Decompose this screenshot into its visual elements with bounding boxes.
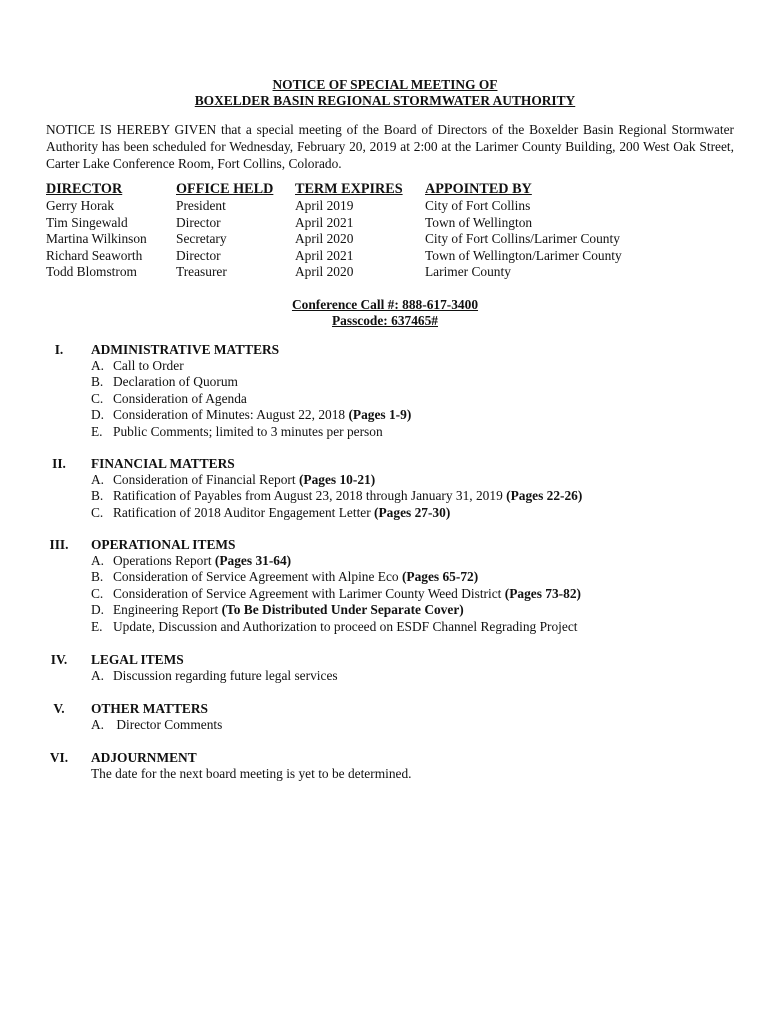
item-text: Call to Order	[113, 358, 184, 373]
section-numeral: V.	[53, 701, 65, 716]
item-letter: C.	[91, 390, 104, 406]
notice-title-line1: NOTICE OF SPECIAL MEETING OF	[272, 77, 498, 92]
item-text: Operations Report	[113, 553, 215, 568]
item-text: Consideration of Service Agreement with Larimer County Weed District	[113, 585, 505, 601]
director-name: Martina Wilkinson	[46, 231, 147, 247]
header-director: DIRECTOR	[46, 181, 123, 197]
item-letter: C.	[91, 585, 104, 601]
list-item	[91, 424, 411, 440]
item-pages: (Pages 10-21)	[298, 472, 376, 487]
director-name: Tim Singewald	[46, 214, 128, 230]
list-item	[91, 505, 582, 521]
list-item	[91, 602, 581, 618]
term-expires: April 2019	[295, 198, 354, 213]
section-title: ADMINISTRATIVE MATTERS	[91, 342, 280, 357]
item-letter: A.	[91, 472, 105, 487]
section-item-list	[91, 472, 582, 521]
header-appointed-by: APPOINTED BY	[425, 181, 532, 197]
table-row	[46, 198, 725, 215]
section-numeral: IV.	[50, 652, 68, 667]
notice-intro-paragraph: NOTICE IS HEREBY GIVEN that a special meeting of the Board of Directors of the Boxelder Basin Regional Stormwater Authority has been scheduled for Wednesday, February 20, 2019 at 2:00 at the Larimer County Building, 200 West Oak Street, Carter Lake Conference Room, Fort Collins, Colorado.	[46, 122, 734, 172]
item-text: Consideration of Minutes: August 22, 2018	[113, 407, 349, 423]
item-letter: E.	[91, 618, 103, 634]
list-item	[91, 619, 581, 635]
table-row	[46, 215, 725, 232]
list-item	[91, 391, 411, 407]
item-letter: C.	[91, 504, 104, 520]
item-letter: E.	[91, 423, 103, 439]
item-text: Engineering Report	[113, 602, 222, 618]
table-row	[46, 231, 725, 248]
section-title: OPERATIONAL ITEMS	[91, 537, 236, 552]
section-numeral: I.	[54, 342, 64, 357]
list-item	[91, 717, 222, 733]
item-text: Consideration of Service Agreement with Alpine Eco	[113, 569, 402, 585]
list-item	[91, 668, 338, 684]
appointed-by: City of Fort Collins/Larimer County	[425, 231, 620, 247]
office-held: Director	[176, 247, 221, 263]
section-numeral: III.	[49, 537, 69, 552]
item-pages: (Pages 31-64)	[214, 553, 292, 568]
appointed-by: Town of Wellington	[425, 214, 533, 230]
section-numeral: II.	[52, 456, 66, 471]
section-item-list	[91, 668, 338, 684]
list-item	[91, 553, 581, 569]
directors-table	[46, 181, 725, 281]
director-name: Gerry Horak	[46, 198, 115, 213]
item-text: Consideration of Financial Report	[113, 472, 299, 487]
table-row	[46, 248, 725, 265]
item-text: Director Comments	[113, 717, 223, 732]
term-expires: April 2021	[295, 247, 354, 263]
item-pages: (Pages 22-26)	[506, 488, 583, 504]
appointed-by: Town of Wellington/Larimer County	[425, 247, 622, 263]
item-letter: D.	[91, 407, 105, 423]
office-held: President	[176, 198, 226, 213]
list-item	[91, 488, 582, 504]
item-text: Ratification of Payables from August 23, 2018 through January 31, 2019	[113, 488, 507, 504]
term-expires: April 2020	[295, 264, 354, 280]
item-text: Update, Discussion and Authorization to proceed on ESDF Channel Regrading Project	[113, 618, 578, 634]
item-pages: (Pages 1-9)	[348, 407, 412, 423]
office-held: Director	[176, 214, 221, 230]
director-name: Richard Seaworth	[46, 247, 143, 263]
conference-call-number: Conference Call #: 888-617-3400	[291, 297, 479, 312]
item-letter: A.	[91, 668, 105, 683]
item-text: Consideration of Agenda	[113, 390, 247, 406]
header-term-expires: TERM EXPIRES	[295, 181, 403, 197]
section-item-list	[91, 553, 581, 635]
conference-passcode: Passcode: 637465#	[331, 313, 438, 328]
header-office-held: OFFICE HELD	[176, 181, 274, 197]
adjournment-note: The date for the next board meeting is yet to be determined.	[91, 766, 412, 781]
term-expires: April 2021	[295, 214, 354, 230]
director-name: Todd Blomstrom	[46, 264, 137, 280]
item-text: Public Comments; limited to 3 minutes per person	[113, 423, 383, 439]
item-pages: (Pages 65-72)	[401, 569, 479, 585]
item-letter: A.	[91, 717, 105, 732]
item-letter: A.	[91, 553, 105, 568]
appointed-by: Larimer County	[425, 264, 511, 280]
item-letter: B.	[91, 374, 104, 390]
directors-table-header	[46, 181, 725, 198]
list-item	[91, 569, 581, 585]
item-pages: (Pages 27-30)	[374, 504, 451, 520]
item-letter: B.	[91, 488, 104, 504]
item-letter: B.	[91, 569, 104, 585]
appointed-by: City of Fort Collins	[425, 198, 531, 213]
item-pages: (Pages 73-82)	[504, 585, 581, 601]
table-row	[46, 264, 725, 281]
list-item	[91, 358, 411, 374]
section-title: LEGAL ITEMS	[91, 652, 184, 667]
section-title: ADJOURNMENT	[91, 750, 197, 765]
section-item-list	[91, 717, 222, 733]
section-item-list	[91, 358, 411, 440]
list-item	[91, 472, 582, 488]
notice-title-line2: BOXELDER BASIN REGIONAL STORMWATER AUTHORITY	[194, 93, 576, 108]
item-letter: D.	[91, 602, 105, 618]
item-pages: (To Be Distributed Under Separate Cover)	[221, 602, 464, 618]
item-text: Declaration of Quorum	[113, 374, 238, 390]
item-text: Ratification of 2018 Auditor Engagement Letter	[113, 504, 375, 520]
section-numeral: VI.	[49, 750, 69, 765]
list-item	[91, 586, 581, 602]
section-title: FINANCIAL MATTERS	[91, 456, 235, 471]
list-item	[91, 374, 411, 390]
item-text: Discussion regarding future legal services	[113, 668, 338, 683]
list-item	[91, 407, 411, 423]
office-held: Secretary	[176, 231, 227, 247]
section-title: OTHER MATTERS	[91, 701, 208, 716]
office-held: Treasurer	[176, 264, 227, 280]
term-expires: April 2020	[295, 231, 354, 247]
item-letter: A.	[91, 358, 105, 373]
